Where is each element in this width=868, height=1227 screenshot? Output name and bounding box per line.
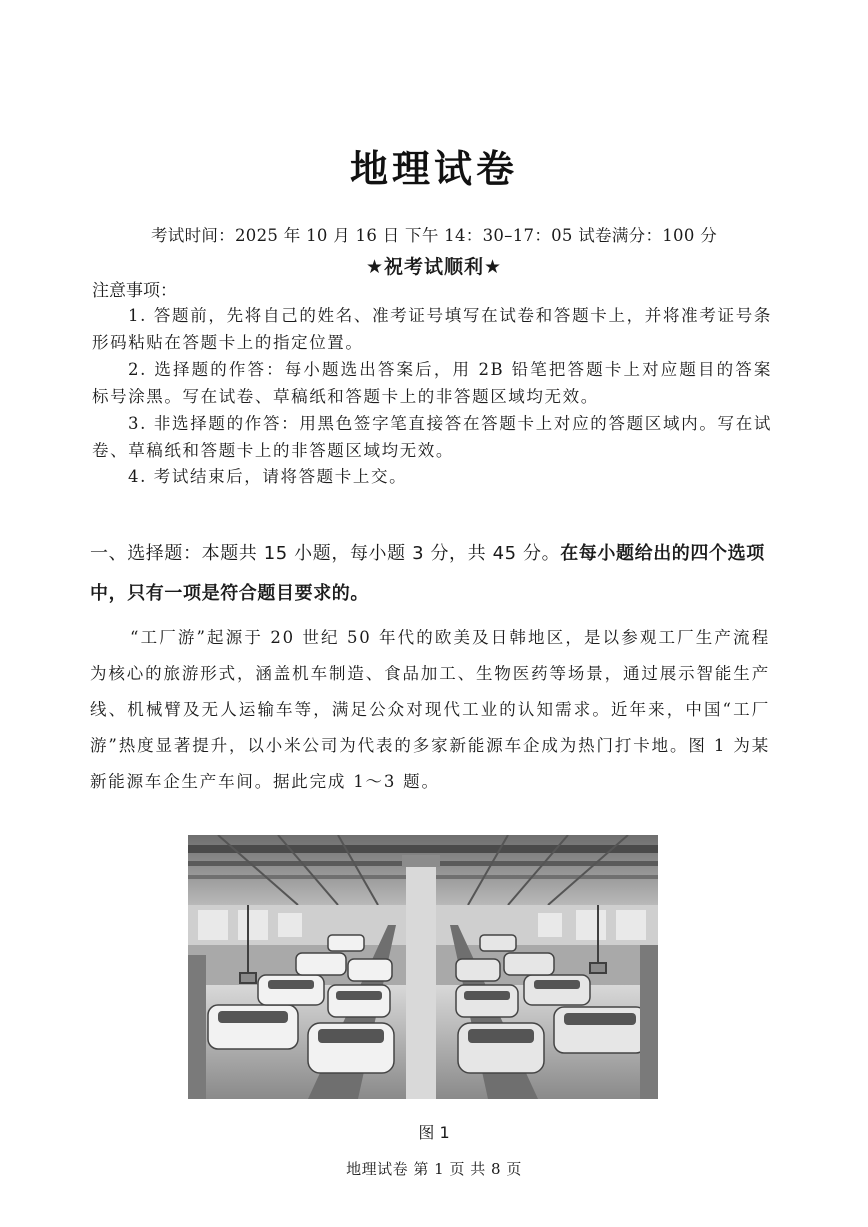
figure-caption: 图 1 [418, 1123, 450, 1142]
factory-workshop-photo [188, 835, 658, 1099]
good-luck-line: ★祝考试顺利★ [365, 256, 503, 278]
notice-item: 2. 选择题的作答：每小题选出答案后，用 2B 铅笔把答题卡上对应题目的答案标号涂黑。写在试卷、草稿纸和答题卡上的非答题区域均无效。 [92, 360, 772, 406]
section-heading-prefix: 一、选择题：本题共 15 小题，每小题 3 分，共 45 分。 [90, 543, 561, 564]
section-heading-instruction: 在每小题给出的四个选项中，只有一项是符合题目要求的。 [90, 543, 765, 604]
page-title: 地理试卷 [349, 147, 518, 191]
notice-item: 1. 答题前，先将自己的姓名、准考证号填写在试卷和答题卡上，并将准考证号条形码粘贴在答题卡上的指定位置。 [92, 306, 772, 352]
notice-item: 4. 考试结束后，请将答题卡上交。 [128, 467, 408, 486]
page-footer: 地理试卷 第 1 页 共 8 页 [346, 1160, 522, 1178]
factory-workshop-illustration [188, 835, 658, 1099]
section-heading [90, 534, 780, 614]
exam-info: 考试时间：2025 年 10 月 16 日 下午 14：30–17：05 试卷满分：100 分 [150, 226, 717, 245]
notice-item: 3. 非选择题的作答：用黑色签字笔直接答在答题卡上对应的答题区域内。写在试卷、草稿纸和答题卡上的非答题区域均无效。 [92, 414, 772, 460]
notice-heading: 注意事项： [92, 281, 177, 301]
reading-passage: “工厂游”起源于 20 世纪 50 年代的欧美及日韩地区，是以参观工厂生产流程为核心的旅游形式，涵盖机车制造、食品加工、生物医药等场景，通过展示智能生产线、机械臂及无人运输车等，满足公众对现代工业的认知需求。近年来，中国“工厂游”热度显著提升，以小米公司为代表的多家新能源车企成为热门打卡地。图 1 为某新能源车企生产车间。据此完成 1～3 题。 [90, 628, 770, 791]
